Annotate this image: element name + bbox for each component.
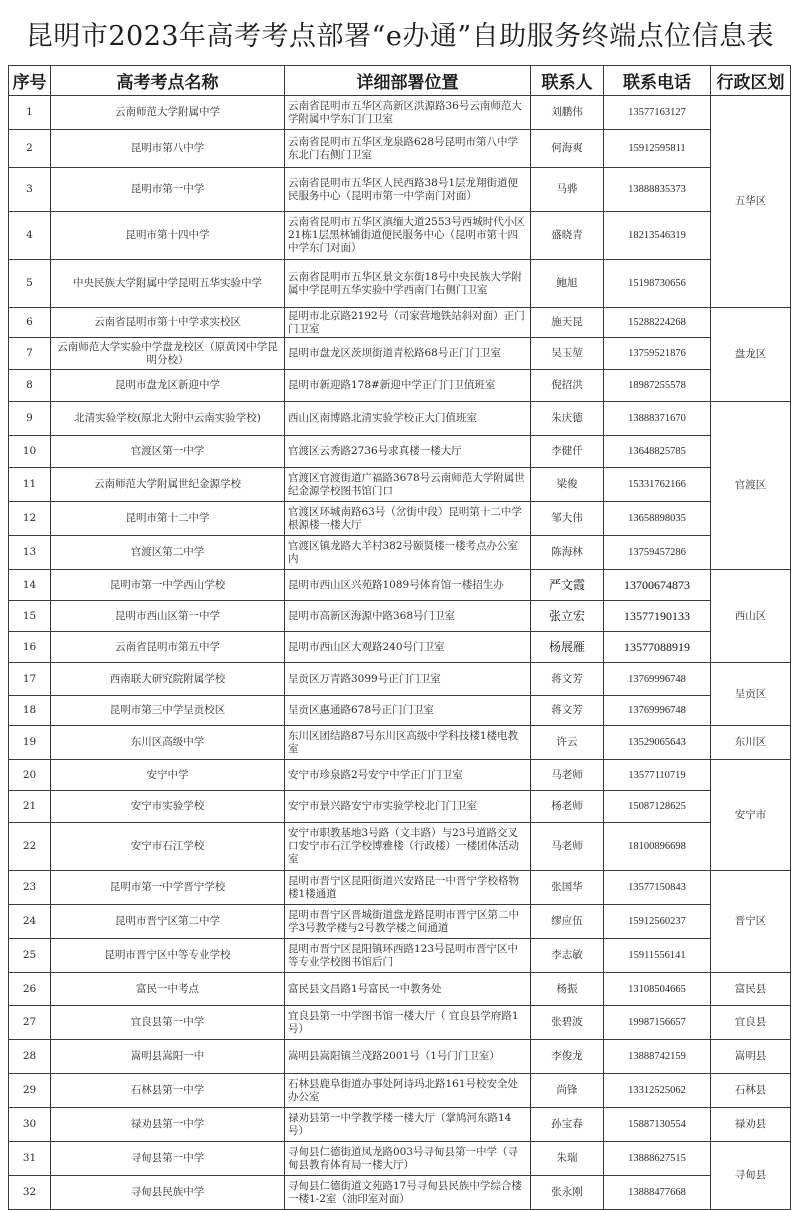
cell-location: 呈贡区万青路3099号正门门卫室	[285, 663, 531, 696]
cell-contact: 盛晓青	[531, 212, 604, 260]
cell-phone: 15912560237	[604, 905, 711, 939]
cell-no: 18	[9, 696, 51, 726]
cell-no: 14	[9, 570, 51, 601]
cell-location: 昆明市新迎路178#新迎中学正门门卫值班室	[285, 370, 531, 402]
cell-contact: 马老师	[531, 760, 604, 791]
exam-site-terminal-table	[8, 65, 791, 1210]
table-row	[9, 402, 791, 436]
table-row	[9, 168, 791, 212]
cell-contact: 张国华	[531, 871, 604, 905]
cell-name: 昆明市盘龙区新迎中学	[51, 370, 285, 402]
cell-location: 寻甸县仁德街道凤龙路003号寻甸县第一中学（寻甸县教育体育局一楼大厅）	[285, 1142, 531, 1176]
cell-contact: 张碧波	[531, 1006, 604, 1040]
cell-name: 寻甸县第一中学	[51, 1142, 285, 1176]
cell-contact: 李健仟	[531, 436, 604, 468]
cell-phone: 13888627515	[604, 1142, 711, 1176]
cell-district: 官渡区	[711, 402, 791, 570]
cell-name: 安宁中学	[51, 760, 285, 791]
cell-name: 昆明市第一中学	[51, 168, 285, 212]
cell-phone: 13648825785	[604, 436, 711, 468]
cell-contact: 李俊龙	[531, 1040, 604, 1074]
cell-contact: 严文霞	[531, 570, 604, 601]
cell-contact: 杨老师	[531, 791, 604, 823]
cell-name: 昆明市晋宁区中等专业学校	[51, 939, 285, 973]
cell-no: 11	[9, 468, 51, 502]
cell-no: 26	[9, 973, 51, 1006]
table-row	[9, 726, 791, 760]
cell-phone: 13888742159	[604, 1040, 711, 1074]
cell-district: 宜良县	[711, 1006, 791, 1040]
header-name: 高考考点名称	[51, 66, 285, 96]
cell-name: 云南省昆明市第五中学	[51, 632, 285, 663]
table-row	[9, 973, 791, 1006]
table-row	[9, 468, 791, 502]
cell-no: 24	[9, 905, 51, 939]
cell-contact: 杨振	[531, 973, 604, 1006]
table-row	[9, 1176, 791, 1210]
cell-phone: 13577190133	[604, 601, 711, 632]
table-row	[9, 130, 791, 168]
cell-name: 官渡区第二中学	[51, 536, 285, 570]
cell-no: 32	[9, 1176, 51, 1210]
cell-no: 28	[9, 1040, 51, 1074]
cell-location: 呈贡区惠通路678号正门门卫室	[285, 696, 531, 726]
cell-no: 6	[9, 308, 51, 338]
cell-location: 东川区团结路87号东川区高级中学科技楼1楼电教室	[285, 726, 531, 760]
cell-phone: 15887130554	[604, 1108, 711, 1142]
table-row	[9, 791, 791, 823]
cell-phone: 15198730656	[604, 260, 711, 308]
cell-location: 寻甸县仁德街道文苑路17号寻甸县民族中学综合楼一楼1-2室（油印室对面）	[285, 1176, 531, 1210]
table-row	[9, 370, 791, 402]
cell-contact: 倪招洪	[531, 370, 604, 402]
cell-contact: 何海爽	[531, 130, 604, 168]
cell-location: 云南省昆明市五华区景文东街18号中央民族大学附属中学昆明五华实验中学西南门右侧门卫室	[285, 260, 531, 308]
cell-name: 昆明市第十四中学	[51, 212, 285, 260]
cell-contact: 鲍旭	[531, 260, 604, 308]
table-row	[9, 502, 791, 536]
cell-no: 25	[9, 939, 51, 973]
cell-phone: 13888835373	[604, 168, 711, 212]
cell-phone: 13312525062	[604, 1074, 711, 1108]
cell-no: 29	[9, 1074, 51, 1108]
cell-name: 安宁市实验学校	[51, 791, 285, 823]
cell-district: 石林县	[711, 1074, 791, 1108]
cell-location: 官渡区镇龙路大羊村382号颐贤楼一楼考点办公室内	[285, 536, 531, 570]
cell-contact: 刘鹏伟	[531, 96, 604, 130]
cell-location: 昆明市高新区海源中路368号门卫室	[285, 601, 531, 632]
cell-phone: 13577110719	[604, 760, 711, 791]
cell-phone: 15912595811	[604, 130, 711, 168]
table-row	[9, 696, 791, 726]
cell-phone: 13577088919	[604, 632, 711, 663]
cell-district: 安宁市	[711, 760, 791, 871]
cell-contact: 蒋文芳	[531, 696, 604, 726]
cell-name: 嵩明县嵩阳一中	[51, 1040, 285, 1074]
cell-no: 27	[9, 1006, 51, 1040]
table-row	[9, 871, 791, 905]
cell-location: 昆明市盘龙区茨坝街道青松路68号正门门卫室	[285, 338, 531, 370]
cell-location: 官渡区官渡街道广福路3678号云南师范大学附属世纪金源学校图书馆门口	[285, 468, 531, 502]
cell-district: 五华区	[711, 96, 791, 308]
cell-location: 昆明市北京路2192号（司家营地铁站斜对面）正门门卫室	[285, 308, 531, 338]
cell-phone: 19987156657	[604, 1006, 711, 1040]
cell-location: 官渡区云秀路2736号求真楼一楼大厅	[285, 436, 531, 468]
cell-phone: 13529065643	[604, 726, 711, 760]
cell-location: 宜良县第一中学图书馆一楼大厅（ 宜良县学府路1号）	[285, 1006, 531, 1040]
cell-location: 昆明市晋宁区晋城街道盘龙路昆明市晋宁区第二中学3号教学楼与2号教学楼之间通道	[285, 905, 531, 939]
cell-name: 云南师范大学附属世纪金源学校	[51, 468, 285, 502]
cell-no: 30	[9, 1108, 51, 1142]
cell-no: 2	[9, 130, 51, 168]
cell-phone: 13658898035	[604, 502, 711, 536]
header-district: 行政区划	[711, 66, 791, 96]
cell-phone: 15911556141	[604, 939, 711, 973]
cell-no: 1	[9, 96, 51, 130]
table-row	[9, 1040, 791, 1074]
cell-name: 云南省昆明市第十中学求实校区	[51, 308, 285, 338]
cell-no: 7	[9, 338, 51, 370]
cell-name: 宜良县第一中学	[51, 1006, 285, 1040]
table-row	[9, 1142, 791, 1176]
cell-district: 东川区	[711, 726, 791, 760]
cell-district: 晋宁区	[711, 871, 791, 973]
cell-name: 昆明市第八中学	[51, 130, 285, 168]
cell-no: 12	[9, 502, 51, 536]
table-row	[9, 308, 791, 338]
cell-name: 昆明市第三中学呈贡校区	[51, 696, 285, 726]
cell-contact: 缪应伍	[531, 905, 604, 939]
cell-contact: 许云	[531, 726, 604, 760]
table-row	[9, 96, 791, 130]
cell-phone: 13769996748	[604, 696, 711, 726]
cell-no: 23	[9, 871, 51, 905]
cell-district: 嵩明县	[711, 1040, 791, 1074]
cell-phone: 13759521876	[604, 338, 711, 370]
cell-no: 21	[9, 791, 51, 823]
cell-contact: 梁俊	[531, 468, 604, 502]
cell-contact: 施天昆	[531, 308, 604, 338]
cell-name: 富民一中考点	[51, 973, 285, 1006]
cell-no: 16	[9, 632, 51, 663]
cell-location: 西山区南博路北清实验学校正大门值班室	[285, 402, 531, 436]
cell-no: 15	[9, 601, 51, 632]
cell-phone: 18987255578	[604, 370, 711, 402]
cell-no: 17	[9, 663, 51, 696]
table-row	[9, 338, 791, 370]
cell-phone: 15087128625	[604, 791, 711, 823]
cell-no: 5	[9, 260, 51, 308]
cell-no: 9	[9, 402, 51, 436]
header-phone: 联系电话	[604, 66, 711, 96]
cell-contact: 马老师	[531, 823, 604, 871]
cell-name: 中央民族大学附属中学昆明五华实验中学	[51, 260, 285, 308]
cell-no: 3	[9, 168, 51, 212]
cell-location: 昆明市晋宁区昆阳街道兴安路昆一中晋宁学校格物楼1楼通道	[285, 871, 531, 905]
table-row	[9, 260, 791, 308]
cell-phone: 18100896698	[604, 823, 711, 871]
cell-district: 盘龙区	[711, 308, 791, 402]
cell-district: 呈贡区	[711, 663, 791, 726]
header-contact: 联系人	[531, 66, 604, 96]
table-row	[9, 905, 791, 939]
cell-no: 20	[9, 760, 51, 791]
cell-location: 安宁市景兴路安宁市实验学校北门门卫室	[285, 791, 531, 823]
table-row	[9, 1006, 791, 1040]
cell-name: 昆明市第一中学晋宁学校	[51, 871, 285, 905]
cell-phone: 13888477668	[604, 1176, 711, 1210]
cell-name: 官渡区第一中学	[51, 436, 285, 468]
cell-name: 昆明市第十二中学	[51, 502, 285, 536]
cell-district: 禄劝县	[711, 1108, 791, 1142]
cell-name: 石林县第一中学	[51, 1074, 285, 1108]
cell-contact: 杨展雁	[531, 632, 604, 663]
cell-name: 安宁市石江学校	[51, 823, 285, 871]
cell-contact: 朱庆德	[531, 402, 604, 436]
cell-name: 昆明市西山区第一中学	[51, 601, 285, 632]
cell-contact: 陈海林	[531, 536, 604, 570]
cell-no: 13	[9, 536, 51, 570]
cell-name: 禄劝县第一中学	[51, 1108, 285, 1142]
cell-no: 31	[9, 1142, 51, 1176]
cell-phone: 13769996748	[604, 663, 711, 696]
cell-location: 昆明市西山区大观路240号门卫室	[285, 632, 531, 663]
cell-contact: 朱瑞	[531, 1142, 604, 1176]
cell-no: 8	[9, 370, 51, 402]
cell-name: 云南师范大学实验中学盘龙校区（原黄冈中学昆明分校）	[51, 338, 285, 370]
cell-contact: 马骅	[531, 168, 604, 212]
cell-location: 云南省昆明市五华区高新区洪源路36号云南师范大学附属中学东门门卫室	[285, 96, 531, 130]
cell-location: 官渡区环城南路63号（岔街中段）昆明第十二中学根源楼一楼大厅	[285, 502, 531, 536]
cell-district: 富民县	[711, 973, 791, 1006]
cell-location: 云南省昆明市五华区龙泉路628号昆明市第八中学东北门右侧门卫室	[285, 130, 531, 168]
table-row	[9, 823, 791, 871]
cell-phone: 13888371670	[604, 402, 711, 436]
cell-location: 云南省昆明市五华区人民西路38号1层龙翔街道便民服务中心（昆明市第一中学南门对面）	[285, 168, 531, 212]
cell-location: 安宁市珍泉路2号安宁中学正门门卫室	[285, 760, 531, 791]
cell-name: 西南联大研究院附属学校	[51, 663, 285, 696]
cell-name: 云南师范大学附属中学	[51, 96, 285, 130]
cell-location: 禄劝县第一中学教学楼一楼大厅（掌鸠河东路14号）	[285, 1108, 531, 1142]
cell-contact: 孙宝春	[531, 1108, 604, 1142]
cell-district: 寻甸县	[711, 1142, 791, 1210]
cell-district: 西山区	[711, 570, 791, 663]
cell-contact: 蒋文芳	[531, 663, 604, 696]
table-header-row	[9, 66, 791, 96]
cell-location: 富民县文昌路1号富民一中教务处	[285, 973, 531, 1006]
cell-phone: 13108504665	[604, 973, 711, 1006]
table-row	[9, 632, 791, 663]
cell-name: 寻甸县民族中学	[51, 1176, 285, 1210]
table-row	[9, 939, 791, 973]
cell-no: 10	[9, 436, 51, 468]
table-row	[9, 1074, 791, 1108]
cell-location: 昆明市西山区兴苑路1089号体育馆一楼招生办	[285, 570, 531, 601]
cell-phone: 15331762166	[604, 468, 711, 502]
cell-phone: 13577150843	[604, 871, 711, 905]
table-row	[9, 601, 791, 632]
cell-location: 云南省昆明市五华区滇缅大道2553号西城时代小区21栋1层黑林铺街道便民服务中心（昆明市第十四中学东门对面）	[285, 212, 531, 260]
cell-phone: 13577163127	[604, 96, 711, 130]
table-row	[9, 536, 791, 570]
cell-contact: 张立宏	[531, 601, 604, 632]
cell-location: 嵩明县嵩阳镇兰茂路2001号（1号门门卫室）	[285, 1040, 531, 1074]
cell-phone: 13700674873	[604, 570, 711, 601]
header-location: 详细部署位置	[285, 66, 531, 96]
cell-phone: 13759457286	[604, 536, 711, 570]
page-title: 昆明市2023年高考考点部署“e办通”自助服务终端点位信息表	[25, 21, 775, 52]
cell-phone: 15288224268	[604, 308, 711, 338]
cell-location: 石林县鹿阜街道办事处阿诗玛北路161号校安全处办公室	[285, 1074, 531, 1108]
cell-no: 22	[9, 823, 51, 871]
table-row	[9, 663, 791, 696]
cell-name: 东川区高级中学	[51, 726, 285, 760]
header-no: 序号	[9, 66, 51, 96]
cell-no: 19	[9, 726, 51, 760]
cell-name: 北清实验学校(原北大附中云南实验学校)	[51, 402, 285, 436]
cell-contact: 尚锋	[531, 1074, 604, 1108]
cell-name: 昆明市晋宁区第二中学	[51, 905, 285, 939]
table-row	[9, 212, 791, 260]
cell-contact: 邹大伟	[531, 502, 604, 536]
cell-contact: 吴玉堃	[531, 338, 604, 370]
table-row	[9, 760, 791, 791]
cell-contact: 张永刚	[531, 1176, 604, 1210]
cell-name: 昆明市第一中学西山学校	[51, 570, 285, 601]
cell-location: 昆明市晋宁区昆阳镇环西路123号昆明市晋宁区中等专业学校图书馆后门	[285, 939, 531, 973]
table-row	[9, 1108, 791, 1142]
cell-location: 安宁市职教基地3号路（文丰路）与23号道路交叉口安宁市石江学校博雅楼（行政楼）一楼团体活动室	[285, 823, 531, 871]
cell-no: 4	[9, 212, 51, 260]
table-row	[9, 570, 791, 601]
cell-contact: 李志敏	[531, 939, 604, 973]
table-row	[9, 436, 791, 468]
cell-phone: 18213546319	[604, 212, 711, 260]
